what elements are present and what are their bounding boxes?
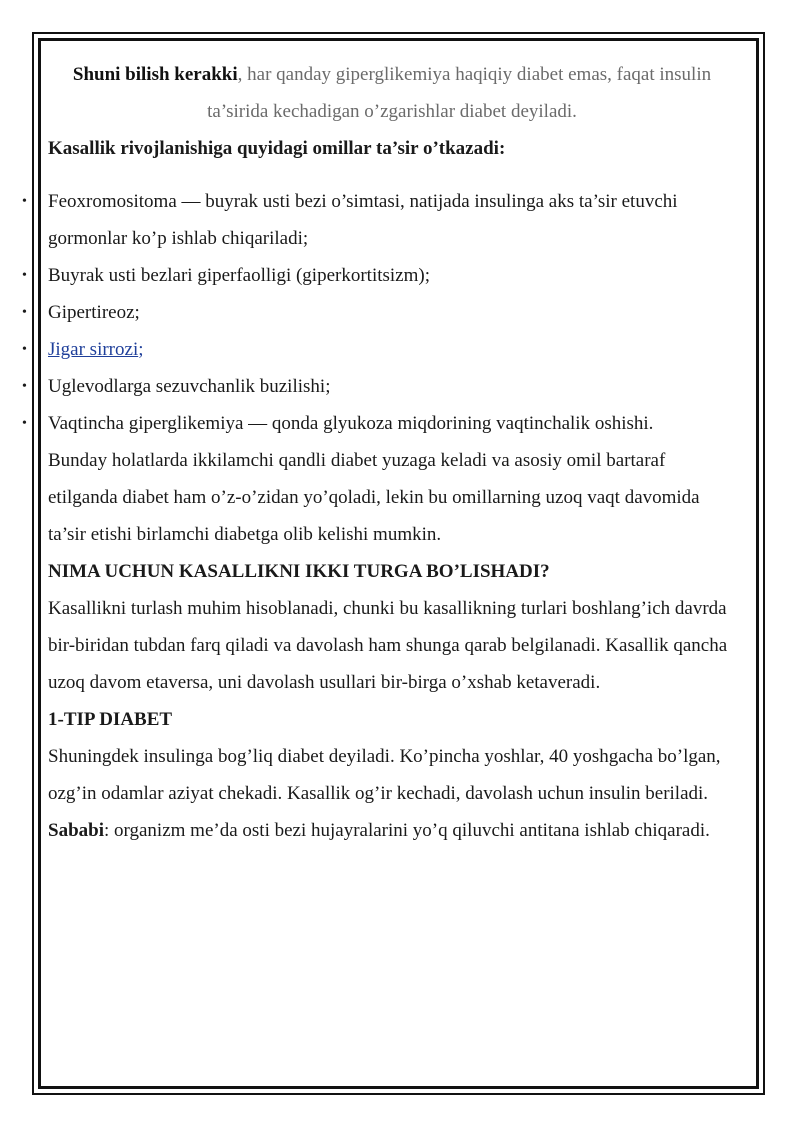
secondary-diabetes-paragraph: Bunday holatlarda ikkilamchi qandli diabet yuzaga keladi va asosiy omil bartaraf etilganda diabet ham o’z-o’zidan yo’qoladi, lekin bu omillarning uzoq vaqt davomida ta’sir etishi birlamchi diabetga olib kelishi mumkin. [48,450,700,545]
type1-paragraph: Shuningdek insulinga bog’liq diabet deyiladi. Ko’pincha yoshlar, 40 yoshgacha bo’lgan, ozg’in odamlar aziyat chekadi. Kasallik og’ir kechadi, davolash uchun insulin beriladi. [48,746,721,804]
why-heading: NIMA UCHUN KASALLIKNI IKKI TURGA BO’LISHADI? [48,561,550,582]
factors-list [22,183,728,442]
list-item [22,183,728,257]
list-item [22,405,728,442]
bullet-icon: • [22,268,27,283]
factors-heading: Kasallik rivojlanishiga quyidagi omillar ta’sir o’tkazadi: [48,138,506,159]
bullet-icon: • [22,379,27,394]
jigar-sirrozi-link[interactable]: Jigar sirrozi [48,339,139,360]
why-paragraph: Kasallikni turlash muhim hisoblanadi, chunki bu kasallikning turlari boshlang’ich davrda bir-biridan tubdan farq qiladi va davolash ham shunga qarab belgilanadi. Kasallik qancha uzoq davom etaversa, uni davolash usullari bir-birga o’xshab ketaveradi. [48,598,728,693]
document-body [22,56,728,849]
intro-paragraph [48,56,728,130]
bullet-icon: • [22,305,27,320]
link-suffix: ; [138,339,144,360]
list-item-text: Feoxromositoma — buyrak usti bezi o’simtasi, natijada insulinga aks ta’sir etuvchi gormonlar ko’p ishlab chiqariladi; [48,191,678,249]
list-item-text: Vaqtincha giperglikemiya — qonda glyukoza miqdorining vaqtinchalik oshishi. [48,413,654,434]
cause-label: Sababi [48,820,104,841]
list-item [22,294,728,331]
list-item-text: Uglevodlarga sezuvchanlik buzilishi; [48,376,331,397]
bullet-icon: • [22,416,27,431]
list-item [22,368,728,405]
intro-rest: , har qanday giperglikemiya haqiqiy diabet emas, faqat insulin ta’sirida kechadigan o’zgarishlar diabet deyiladi. [207,64,712,122]
bullet-icon: • [22,342,27,357]
bullet-icon: • [22,194,27,209]
list-item-text: Buyrak usti bezlari giperfaolligi (giperkortitsizm); [48,265,431,286]
intro-bold: Shuni bilish kerakki [72,64,238,85]
list-item-text: Gipertireoz; [48,302,140,323]
cause-paragraph [48,812,728,849]
cause-text: : organizm me’da osti bezi hujayralarini yo’q qiluvchi antitana ishlab chiqaradi. [103,820,710,841]
list-item [22,257,728,294]
list-item [22,331,728,368]
type1-heading: 1-TIP DIABET [48,709,173,730]
